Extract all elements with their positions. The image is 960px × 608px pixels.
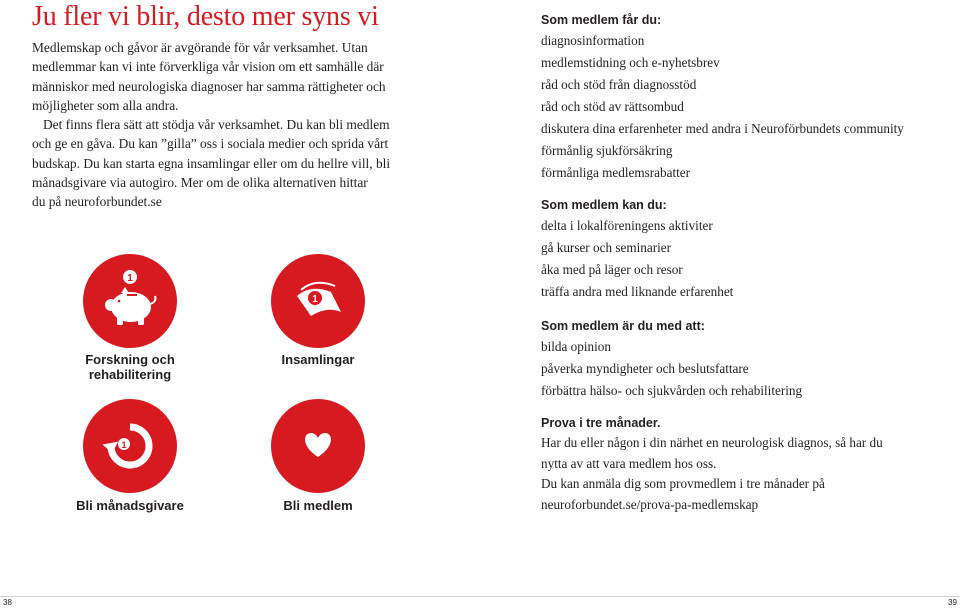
intro-text [32,38,420,212]
section-heading: Som medlem är du med att: [541,319,705,333]
svg-text:1: 1 [121,440,127,450]
list-item: förmånliga medlemsrabatter [541,165,691,180]
money-note-icon [271,254,365,348]
label-fundraising: Insamlingar [281,352,355,367]
list-item: råd och stöd från diagnosstöd [541,77,697,92]
svg-text:1: 1 [312,294,318,305]
intro-paragraph-2: Det finns flera sätt att stödja vår verksamhet. Du kan bli medlem och ge en gåva. Du kan ”gilla” oss i sociala medier och sprida vårt budskap. Du kan starta egna insamlingar eller om du hellre vill, bli månadsgivare via autogiro. Mer om de olika alternativen hittar du på neuroforbundet.se [32,117,391,210]
recurring-coin-icon [83,399,177,493]
section-heading: Som medlem kan du: [541,198,667,212]
list-item: medlemstidning och e-nyhetsbrev [541,55,720,70]
list-item: påverka myndigheter och beslutsfattare [541,361,749,376]
piggy-bank-icon [83,254,177,348]
trial-text: Har du eller någon i din närhet en neurologisk diagnos, så har du nytta av att vara medlem hos oss. Du kan anmäla dig som provmedlem i tre månader på neuroforbundet.se/prova-pa-medlemskap [541,433,883,515]
label-research: Forskning och rehabilitering [85,352,175,382]
list-item: gå kurser och seminarier [541,240,671,255]
list-item: diskutera dina erfarenheter med andra i Neuroförbundets community [541,121,904,136]
label-monthly-donor: Bli månadsgivare [76,498,184,513]
section-influence [541,316,802,402]
list-item: delta i lokalföreningens aktiviter [541,218,713,233]
activities-list [541,215,733,303]
section-benefits [541,10,904,184]
footer-divider [0,596,960,597]
page-headline: Ju fler vi blir, desto mer syns vi [32,1,379,32]
section-heading: Prova i tre månader. [541,416,661,430]
section-heading: Som medlem får du: [541,13,662,27]
list-item: diagnosinformation [541,33,645,48]
svg-text:1: 1 [127,273,133,284]
section-activities [541,195,733,303]
label-become-member: Bli medlem [283,498,353,513]
list-item: förmånlig sjukförsäkring [541,143,673,158]
intro-paragraph-1: Medlemskap och gåvor är avgörande för vår verksamhet. Utan medlemmar kan vi inte förverkliga vår vision om ett samhälle där människor med neurologiska diagnoser har samma rättigheter och möjligheter som alla andra. [32,40,386,113]
list-item: åka med på läger och resor [541,262,683,277]
list-item: träffa andra med liknande erfarenhet [541,284,734,299]
heart-icon [271,399,365,493]
benefits-list [541,30,904,184]
page-number-left: 38 [3,598,12,607]
list-item: råd och stöd av rättsombud [541,99,684,114]
influence-list [541,336,802,402]
page-number-right: 39 [948,598,957,607]
trial-link[interactable]: neuroforbundet.se/prova-pa-medlemskap [541,496,759,512]
list-item: förbättra hälso- och sjukvården och rehabilitering [541,383,803,398]
section-trial [541,413,883,515]
list-item: bilda opinion [541,339,611,354]
